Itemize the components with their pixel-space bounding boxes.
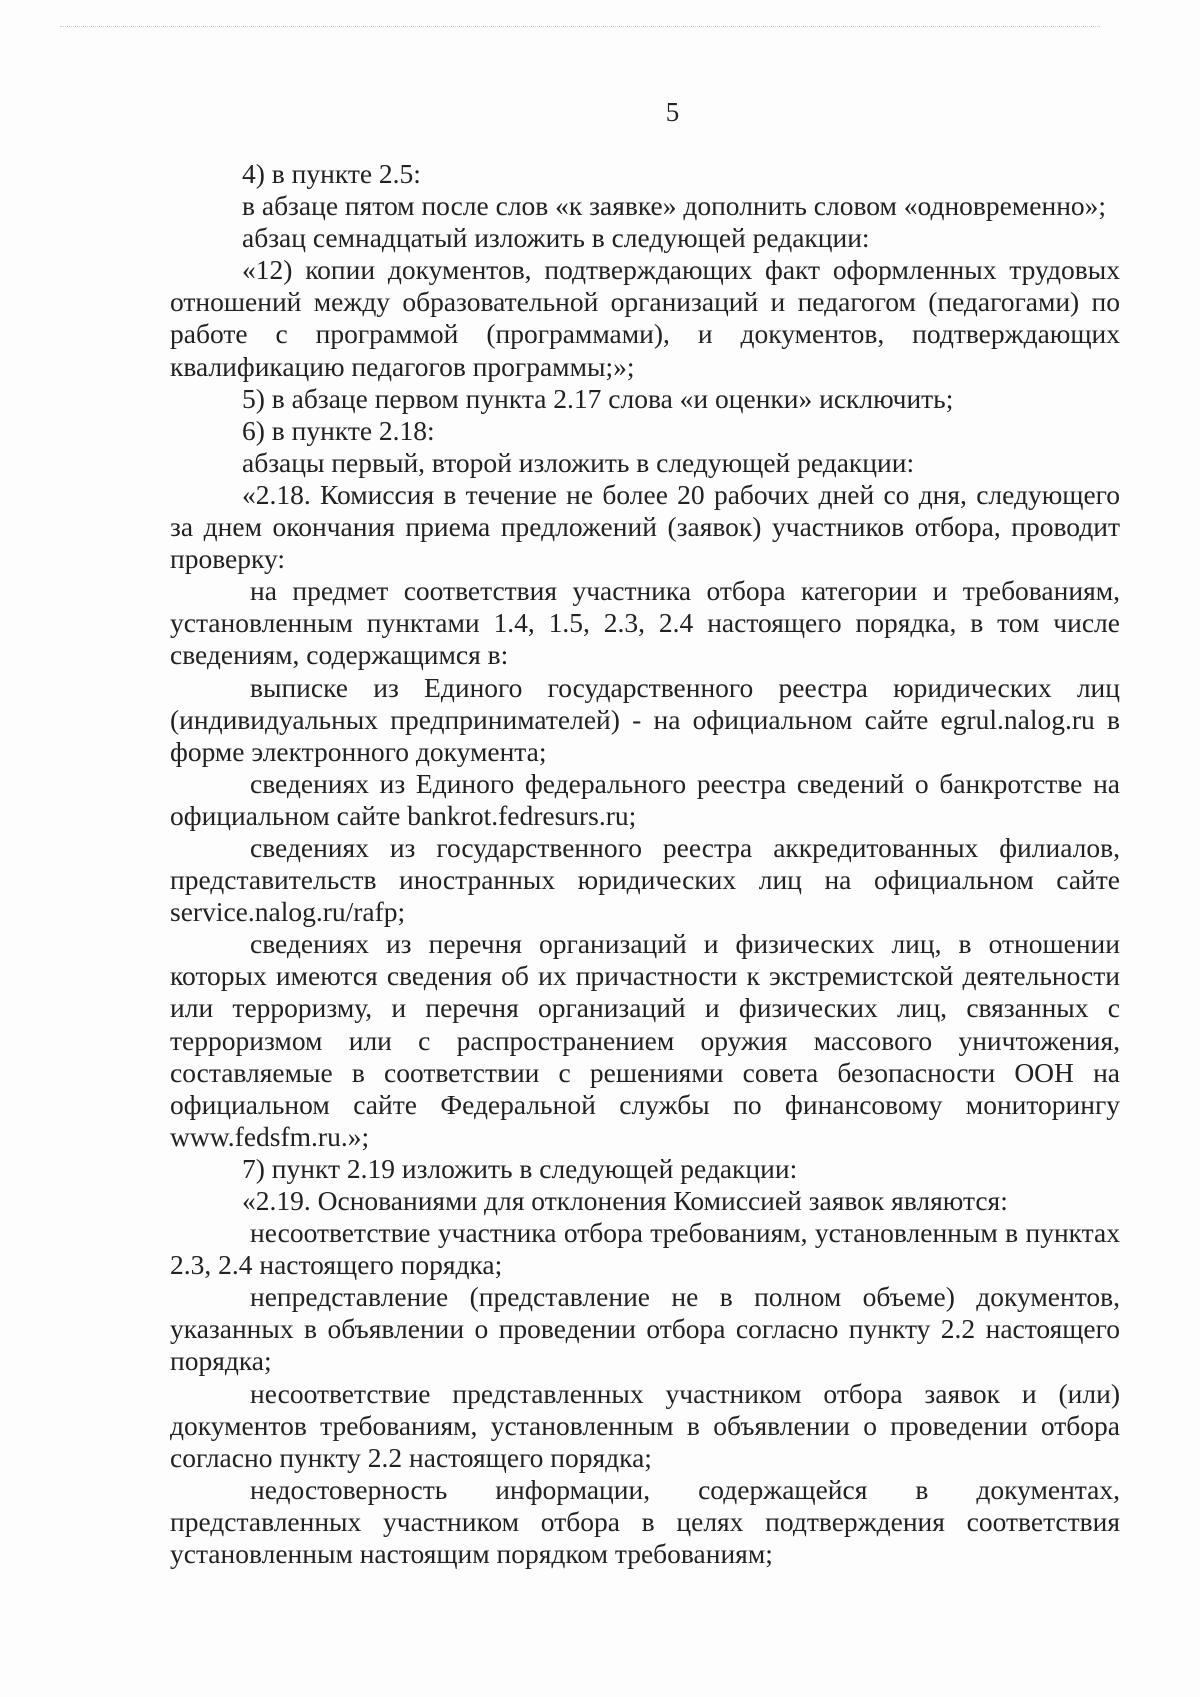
paragraph: недостоверность информации, содержащейся в документах, представленных участником отбора в целях подтверждения соответствия установленным настоящим порядком требованиям;: [170, 1473, 1120, 1570]
paragraph: 7) пункт 2.19 изложить в следующей редакции:: [242, 1152, 798, 1184]
paragraph: 5) в абзаце первом пункта 2.17 слова «и оценки» исключить;: [242, 382, 954, 414]
paragraph: несоответствие участника отбора требованиям, установленным в пунктах 2.3, 2.4 настоящего порядка;: [170, 1217, 1120, 1281]
paragraph: несоответствие представленных участником отбора заявок и (или) документов требованиям, установленным в объявлении о проведении отбора согласно пункту 2.2 настоящего порядка;: [170, 1377, 1120, 1473]
paragraph: на предмет соответствия участника отбора категории и требованиям, установленным пунктами 1.4, 1.5, 2.3, 2.4 настоящего порядка, в том числе сведениям, содержащимся в:: [170, 575, 1120, 671]
page-number: 5: [665, 97, 680, 127]
paragraph: сведениях из перечня организаций и физических лиц, в отношении которых имеются сведения об их причастности к экстремистской деятельности или терроризму, и перечня организаций и физических лиц, связанных с терроризмом или с распространением оружия массового уничтожения, составляемые в соответствии с решениями совета безопасности ООН на официальном сайте Федеральной службы по финансовому мониторингу www.fedsfm.ru.»;: [170, 928, 1120, 1152]
paragraph: абзацы первый, второй изложить в следующей редакции:: [242, 446, 915, 478]
paragraph: 4) в пункте 2.5:: [242, 158, 421, 189]
paragraph: в абзаце пятом после слов «к заявке» дополнить словом «одновременно»;: [242, 190, 1107, 222]
document-body: [170, 158, 1120, 1570]
paragraph: сведениях из Единого федерального реестра сведений о банкротстве на официальном сайте bankrot.fedresurs.ru;: [170, 767, 1120, 831]
paragraph: 6) в пункте 2.18:: [242, 414, 435, 446]
paragraph: сведениях из государственного реестра аккредитованных филиалов, представительств иностранных юридических лиц на официальном сайте service.nalog.ru/rafp;: [170, 831, 1120, 928]
scan-artifact-line: [60, 26, 1100, 27]
paragraph: абзац семнадцатый изложить в следующей редакции:: [242, 222, 870, 254]
paragraph: «2.18. Комиссия в течение не более 20 рабочих дней со дня, следующего за днем окончания приема предложений (заявок) участников отбора, проводит проверку:: [170, 478, 1120, 575]
paragraph: «12) копии документов, подтверждающих факт оформленных трудовых отношений между образовательной организаций и педагогом (педагогами) по работе с программой (программами), и документов, подтверждающих квалификацию педагогов программы;»;: [170, 254, 1120, 382]
paragraph: «2.19. Основаниями для отклонения Комиссией заявок являются:: [242, 1185, 1008, 1216]
paragraph: непредставление (представление не в полном объеме) документов, указанных в объявлении о проведении отбора согласно пункту 2.2 настоящего порядка;: [170, 1281, 1120, 1377]
paragraph: выписке из Единого государственного реестра юридических лиц (индивидуальных предпринимателей) - на официальном сайте egrul.nalog.ru в форме электронного документа;: [170, 671, 1120, 767]
